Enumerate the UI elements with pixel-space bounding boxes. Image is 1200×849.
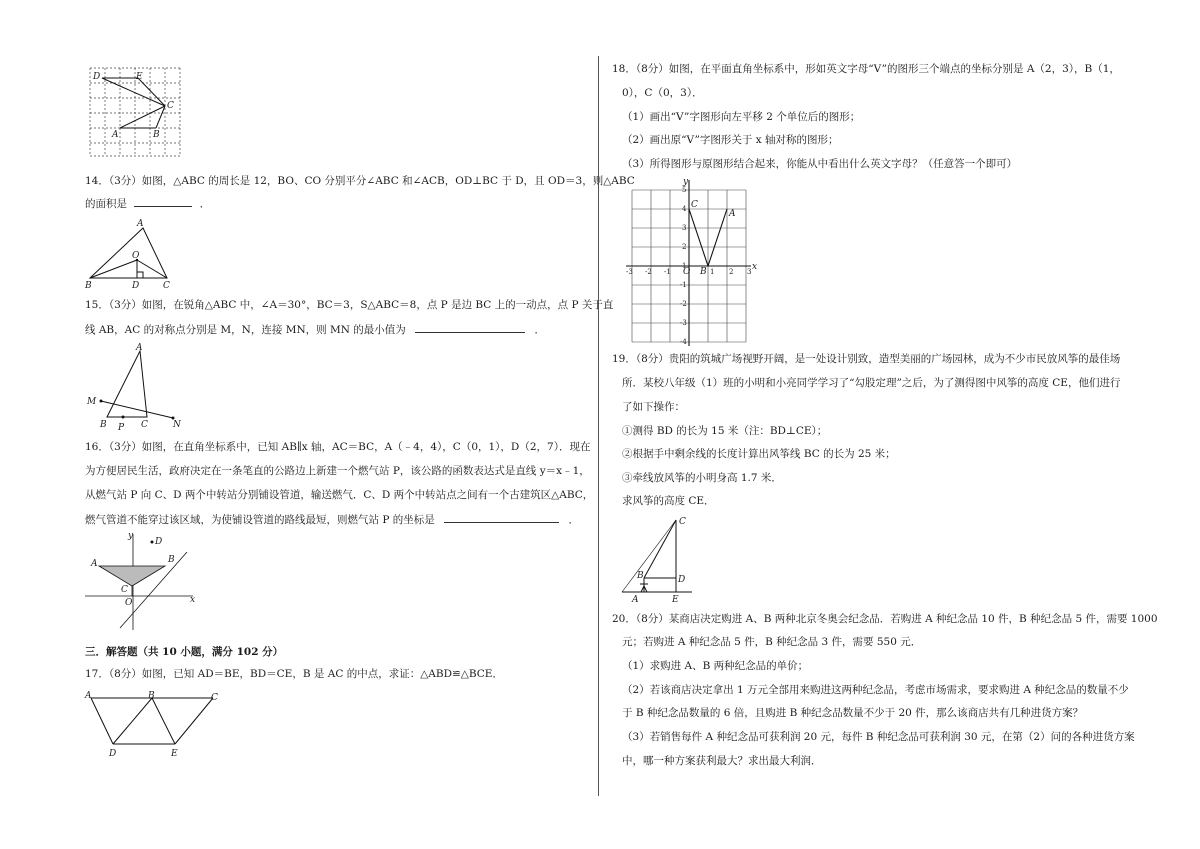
grid-figure-q13 [90,68,185,160]
label-E: E [171,749,178,759]
label-C: C [691,200,698,210]
q19-line7: 求风筝的高度 CE． [622,495,715,507]
q16-line2: 为方便居民生活，政府决定在一条笔直的公路边上新建一个燃气站 P，该公路的函数表达式是直线 y＝x﹣1， [85,465,590,477]
label-A: A [91,559,98,569]
column-divider [598,56,599,796]
label-B: B [85,281,92,291]
q14-line2-end: ． [199,198,211,210]
coordinate-grid-q18 [626,178,766,348]
q15-line1: 15．（3分）如图，在锐角△ABC 中，∠A＝30°，BC＝3，S△ABC＝8，点 P 是边 BC 上的一动点，点 P 关于直 [85,299,614,311]
tick-x: 2 [729,268,734,276]
label-B: B [168,555,175,565]
label-C: C [167,101,174,111]
tick-y: 1 [682,262,687,270]
label-C: C [163,281,170,291]
label-E: E [672,595,679,605]
label-D: D [93,72,101,82]
section-title: 三．解答题（共 10 小题，满分 102 分） [85,646,284,658]
tick-y: -4 [680,338,687,346]
q15-line2 [85,322,545,337]
q18-line3: （1）画出“V”字图形向左平移 2 个单位后的图形； [622,111,861,123]
label-B: B [153,130,160,140]
label-B: B [148,691,155,701]
label-D: D [678,575,686,585]
label-A: A [85,691,92,701]
tick-x: -1 [664,268,671,276]
label-M: M [87,397,97,407]
q16-line4-text: 燃气管道不能穿过该区域，为使铺设管道的路线最短，则燃气站 P 的坐标是 [85,514,435,526]
tick-y: -3 [680,319,687,327]
q16-line3: 从燃气站 P 向 C、D 两个中转站分别铺设管道，输送燃气．C、D 两个中转站点之间有一个古建筑区△ABC， [85,489,594,501]
q19-line1: 19．（8分）贵阳的筑城广场视野开阔，是一处设计别致，造型美丽的广场园林，成为不少市民放风筝的最佳场 [612,353,1121,365]
q18-line1: 18．（8分）如图，在平面直角坐标系中，形如英文字母“V”的图形三个端点的坐标分别是 A（2，3），B（1， [612,63,1120,75]
label-y: y [683,177,689,187]
q20-line5: 于 B 种纪念品数量的 6 倍，且购进 B 种纪念品数量不少于 20 件，那么该商店共有几种进货方案？ [622,707,1084,719]
tick-x: 1 [710,268,715,276]
q18-line5: （3）所得图形与原图形结合起来，你能从中看出什么英文字母？（任意答一个即可） [622,158,1018,170]
q19-line2: 所．某校八年级（1）班的小明和小亮同学学习了“勾股定理”之后，为了测得图中风筝的高度 CE，他们进行 [622,377,1121,389]
q14-line1: 14．（3分）如图，△ABC 的周长是 12，BO、CO 分别平分∠ABC 和∠ACB，OD⊥BC 于 D，且 OD＝3，则△ABC [85,175,635,187]
answer-blank-q15[interactable] [415,322,525,333]
label-O: O [683,267,691,277]
label-x: x [752,262,758,272]
q16-line4-end: ． [568,514,579,526]
q20-line7: 中，哪一种方案获利最大？求出最大利润． [622,755,822,767]
label-y: y [128,531,134,541]
q19-line3: 了如下操作： [622,401,685,413]
q14-line2-text: 的面积是 [85,198,127,210]
label-A: A [632,595,639,605]
label-x: x [190,595,196,605]
tick-y: 5 [682,186,687,194]
label-C: C [121,585,128,595]
q18-line2: 0），C（0，3）． [622,87,703,99]
q20-line3: （1）求购进 A、B 两种纪念品的单价； [622,660,809,672]
label-B: B [100,420,107,430]
tick-x: -3 [626,268,633,276]
tick-y: 3 [682,224,687,232]
label-A: A [137,219,144,229]
tick-x: 3 [747,268,752,276]
answer-blank-q16[interactable] [444,512,559,523]
q15-line2-text: 线 AB，AC 的对称点分别是 M，N，连接 MN，则 MN 的最小值为 [85,324,406,336]
label-A: A [136,343,143,353]
kite-figure-q19 [622,514,702,606]
q15-line2-end: ． [534,324,545,336]
q14-line2 [85,196,210,211]
q20-line1: 20．（8分）某商店决定购进 A、B 两种北京冬奥会纪念品．若购进 A 种纪念品 10 件，B 种纪念品 5 件，需要 1000 [612,613,1158,625]
label-O: O [125,598,133,608]
tick-y: 4 [682,205,687,213]
tick-y: -1 [680,281,687,289]
q17-line1: 17．（8分）如图，已知 AD＝BE，BD＝CE，B 是 AC 的中点，求证：△ABD≌△BCE． [85,668,503,680]
figure-q17 [85,690,225,760]
label-C: C [679,517,686,527]
label-A: A [729,209,736,219]
label-B: B [637,571,644,581]
q16-line1: 16．（3分）如图，在直角坐标系中，已知 AB∥x 轴，AC＝BC，A（﹣4，4），C（0，1），D（2，7）．现在 [85,441,591,453]
q20-line6: （3）若销售每件 A 种纪念品可获利润 20 元，每件 B 种纪念品可获利润 30 元，在第（2）问的各种进货方案 [622,731,1135,743]
tick-y: 2 [682,243,687,251]
q20-line4: （2）若该商店决定拿出 1 万元全部用来购进这两种纪念品，考虑市场需求，要求购进 A 种纪念品的数量不少 [622,684,1129,696]
q19-line6: ③牵线放风筝的小明身高 1.7 米． [622,472,782,484]
tick-x: -2 [645,268,652,276]
q18-line4: （2）画出原“V”字图形关于 x 轴对称的图形； [622,134,839,146]
q19-line5: ②根据手中剩余线的长度计算出风筝线 BC 的长为 25 米； [622,448,896,460]
tick-y: -2 [680,300,687,308]
coordinate-figure-q16 [85,530,200,635]
q20-line2: 元；若购进 A 种纪念品 5 件，B 种纪念品 3 件，需要 550 元． [622,636,922,648]
label-D: D [109,749,117,759]
label-N: N [173,420,181,430]
label-C: C [141,420,148,430]
triangle-figure-q15 [85,343,185,433]
label-O: O [132,251,140,261]
label-A: A [112,130,119,140]
q19-line4: ①测得 BD 的长为 15 米（注：BD⊥CE）； [622,425,828,437]
answer-blank-q14[interactable] [134,196,192,207]
label-D: D [132,281,140,291]
label-C: C [211,693,218,703]
label-E: E [136,72,143,82]
label-B: B [700,267,707,277]
label-D: D [155,537,163,547]
triangle-figure-q14 [85,220,180,290]
label-P: P [118,423,125,433]
q16-line4 [85,512,579,527]
